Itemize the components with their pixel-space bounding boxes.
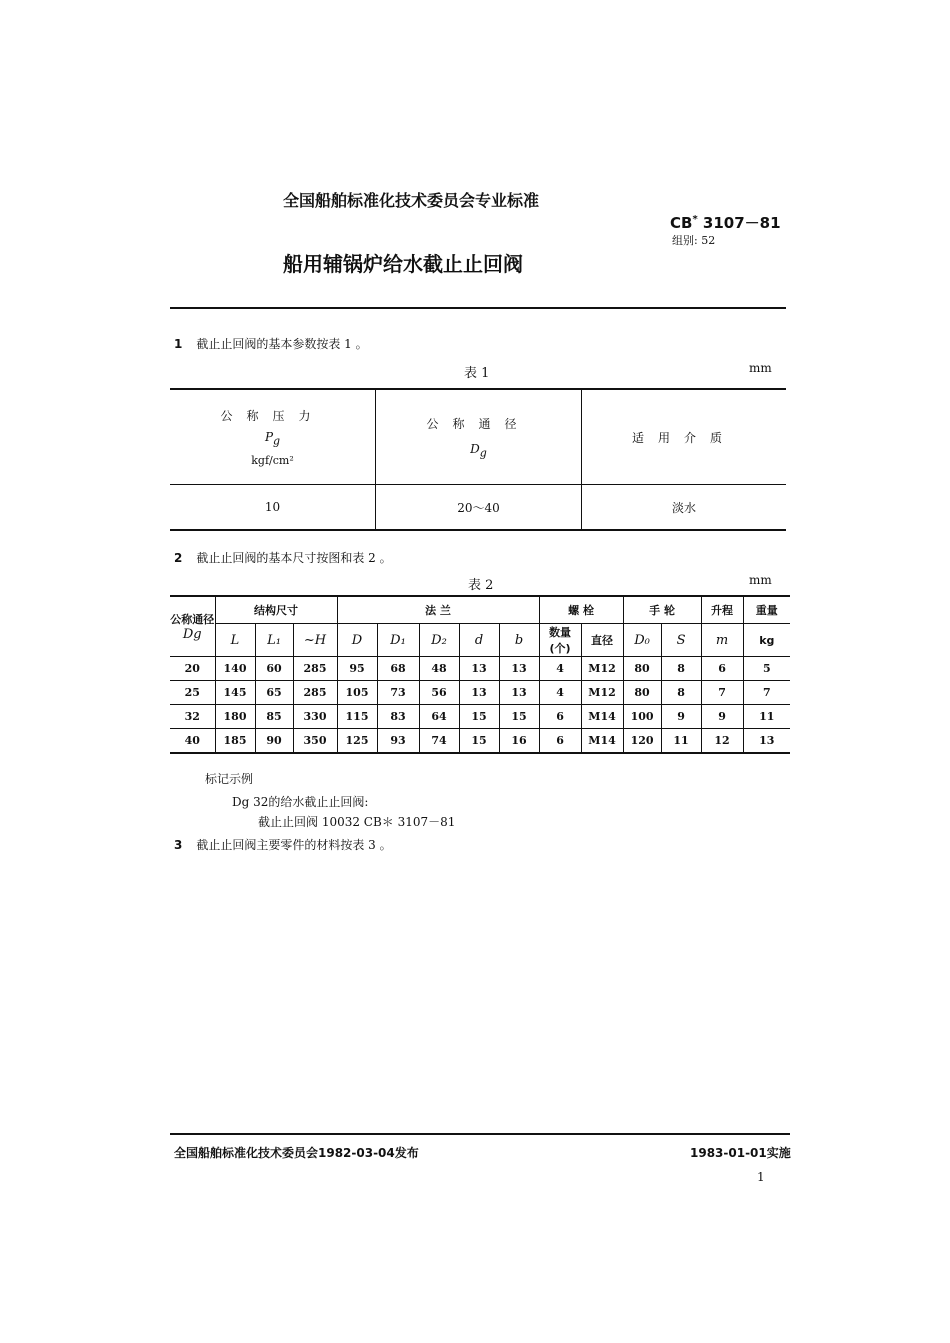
table-row [170, 681, 790, 705]
section-2-number: 2 [174, 551, 183, 565]
standard-star: * [692, 214, 698, 225]
t2-cell: 74 [419, 729, 459, 754]
marking-title: 标记示例 [205, 772, 254, 786]
t2-cell: 80 [623, 681, 661, 705]
t2-cell: 11 [661, 729, 701, 754]
table-2 [170, 595, 790, 754]
footer-rule [170, 1133, 790, 1135]
publication-info: 全国船舶标准化技术委员会1982-03-04发布 [174, 1146, 419, 1160]
t1-col-diameter [376, 389, 582, 485]
table-1-caption: 表 1 [464, 366, 490, 381]
t2-cell: 4 [539, 681, 581, 705]
effective-date: 1983-01-01实施 [690, 1146, 791, 1160]
t2-cell: 32 [170, 705, 215, 729]
t2-sub-D2: D₂ [419, 624, 459, 657]
document-title: 船用辅锅炉给水截止止回阀 [283, 252, 523, 276]
t2-sub-D1: D₁ [377, 624, 419, 657]
t2-cell: 83 [377, 705, 419, 729]
section-3-number: 3 [174, 838, 183, 852]
t2-cell: 56 [419, 681, 459, 705]
t2-cell: 350 [293, 729, 337, 754]
section-2 [174, 549, 392, 566]
t2-bolt-header: 螺 栓 [539, 596, 623, 624]
t2-lift-header: 升程 [701, 596, 743, 624]
t2-cell: 105 [337, 681, 377, 705]
t2-flange-header: 法 兰 [337, 596, 539, 624]
t1-pressure-unit: kgf/cm² [251, 453, 294, 467]
t2-cell: 13 [499, 681, 539, 705]
table-1-row [170, 485, 786, 531]
t2-cell: 145 [215, 681, 255, 705]
t2-sub-L1: L₁ [255, 624, 293, 657]
table-row [170, 705, 790, 729]
t2-cell: 11 [743, 705, 790, 729]
t2-cell: 185 [215, 729, 255, 754]
t2-cell: 6 [539, 705, 581, 729]
t2-sub-m: m [701, 624, 743, 657]
section-3 [174, 836, 392, 853]
standard-number [670, 212, 781, 233]
standard-code: 3107－81 [697, 214, 781, 232]
t1-pressure-symbol: P [264, 430, 274, 445]
table-1 [170, 388, 786, 531]
t1-diameter-symbol: D [470, 441, 480, 456]
t2-cell: 285 [293, 681, 337, 705]
table-2-unit: mm [749, 573, 772, 587]
t2-cell: 95 [337, 657, 377, 681]
t1-diameter-sub: g [479, 446, 487, 460]
table-1-unit: mm [749, 361, 772, 375]
t2-cell: 6 [701, 657, 743, 681]
t2-sub-L: L [215, 624, 255, 657]
t1-col-medium [582, 389, 787, 485]
section-1-number: 1 [174, 337, 183, 351]
table-row [170, 657, 790, 681]
t2-weight-header: 重量 [743, 596, 790, 624]
t2-sub-kg: kg [743, 624, 790, 657]
t2-cell: 9 [661, 705, 701, 729]
section-2-text: 截止止回阀的基本尺寸按图和表 2 。 [196, 551, 392, 565]
t2-cell: 7 [743, 681, 790, 705]
t2-cell: 6 [539, 729, 581, 754]
t2-cell: 15 [459, 705, 499, 729]
t2-cell: 100 [623, 705, 661, 729]
t2-cell: 80 [623, 657, 661, 681]
t2-cell: 64 [419, 705, 459, 729]
t2-cell: 25 [170, 681, 215, 705]
t1-pressure-sub: g [273, 434, 281, 448]
section-1 [174, 335, 368, 352]
t2-cell: 40 [170, 729, 215, 754]
t2-sub-D0: D₀ [623, 624, 661, 657]
t2-cell: 140 [215, 657, 255, 681]
t1-pressure-label: 公称压力 [220, 409, 325, 424]
t2-cell: 13 [459, 681, 499, 705]
t2-cell: 60 [255, 657, 293, 681]
t2-cell: 115 [337, 705, 377, 729]
header-rule [170, 307, 786, 309]
t2-cell: 8 [661, 681, 701, 705]
t2-cell: 73 [377, 681, 419, 705]
t2-cell: 7 [701, 681, 743, 705]
t2-nominal-header [170, 596, 215, 657]
t2-nominal-label: 公称通径 [170, 613, 215, 626]
table-row [170, 729, 790, 754]
t2-cell: 68 [377, 657, 419, 681]
t2-cell: 16 [499, 729, 539, 754]
t2-cell: 125 [337, 729, 377, 754]
t2-cell: 85 [255, 705, 293, 729]
t2-cell: 285 [293, 657, 337, 681]
t2-sub-dia: 直径 [581, 624, 623, 657]
t2-cell: 330 [293, 705, 337, 729]
t2-cell: 120 [623, 729, 661, 754]
t1-cell: 20～40 [376, 485, 582, 531]
t2-sub-b: b [499, 624, 539, 657]
t2-sub-d: d [459, 624, 499, 657]
t2-cell: 15 [459, 729, 499, 754]
t2-cell: M12 [581, 681, 623, 705]
t1-diameter-label: 公称通径 [426, 416, 531, 431]
t1-medium-label: 适用介质 [631, 430, 736, 445]
issuing-organization: 全国船舶标准化技术委员会专业标准 [283, 191, 540, 210]
t2-cell: 13 [459, 657, 499, 681]
t2-cell: 20 [170, 657, 215, 681]
t2-cell: 15 [499, 705, 539, 729]
t1-col-pressure [170, 389, 376, 485]
t2-cell: 180 [215, 705, 255, 729]
t2-cell: M14 [581, 729, 623, 754]
t2-cell: 13 [499, 657, 539, 681]
t2-sub-count: 数量(个) [539, 624, 581, 657]
t2-cell: 4 [539, 657, 581, 681]
table-1-header [170, 389, 786, 485]
t2-cell: 48 [419, 657, 459, 681]
page-number: 1 [757, 1170, 765, 1184]
t2-sub-D: D [337, 624, 377, 657]
t2-cell: M12 [581, 657, 623, 681]
section-1-text: 截止止回阀的基本参数按表 1 。 [196, 337, 368, 351]
t2-handwheel-header: 手 轮 [623, 596, 701, 624]
t2-sub-H: ~H [293, 624, 337, 657]
t2-cell: 5 [743, 657, 790, 681]
group-number: 组别: 52 [672, 234, 716, 247]
standard-prefix: CB [670, 214, 693, 232]
t1-cell: 淡水 [582, 485, 787, 531]
table-2-header-sub [170, 624, 790, 657]
t2-cell: 8 [661, 657, 701, 681]
marking-line-1: Dg 32的给水截止止回阀: [232, 795, 369, 809]
section-3-text: 截止止回阀主要零件的材料按表 3 。 [196, 838, 392, 852]
t2-structure-header: 结构尺寸 [215, 596, 337, 624]
t2-cell: 93 [377, 729, 419, 754]
t2-cell: 13 [743, 729, 790, 754]
t2-sub-S: S [661, 624, 701, 657]
table-2-header-groups [170, 596, 790, 624]
table-2-body [170, 657, 790, 754]
t2-cell: 12 [701, 729, 743, 754]
t2-nominal-symbol: Dg [182, 627, 202, 642]
t2-cell: 65 [255, 681, 293, 705]
t2-cell: 90 [255, 729, 293, 754]
t1-cell: 10 [170, 485, 376, 531]
marking-line-2: 截止止回阀 10032 CB＊ 3107－81 [258, 815, 456, 829]
t2-cell: M14 [581, 705, 623, 729]
table-2-caption: 表 2 [468, 578, 494, 593]
t2-cell: 9 [701, 705, 743, 729]
